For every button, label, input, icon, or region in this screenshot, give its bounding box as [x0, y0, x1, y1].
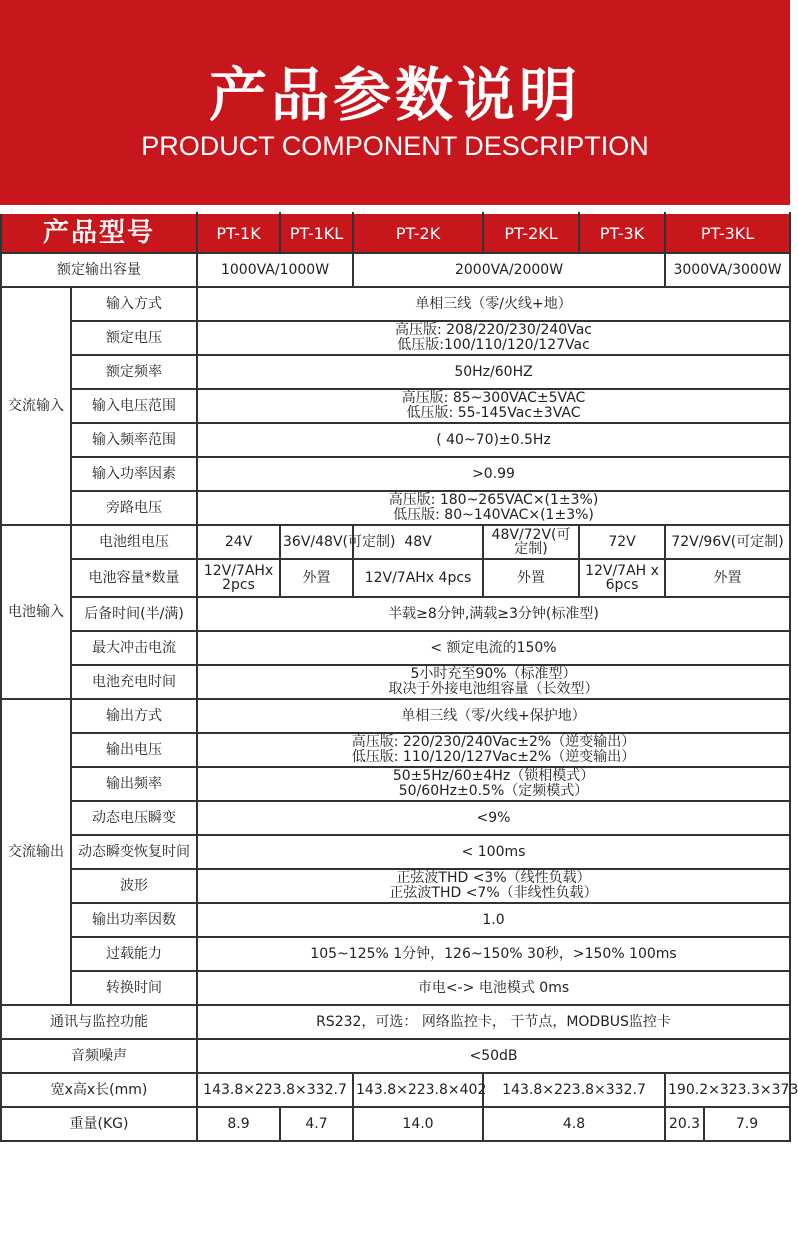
table-row [1, 733, 790, 767]
cell-value: 单相三线（零/火线+保护地） [197, 699, 790, 733]
cell-value: 外置 [665, 559, 790, 597]
row-label: 额定输出容量 [1, 253, 197, 287]
row-label: 额定频率 [71, 355, 197, 389]
model-pt-1kl: PT-1KL [280, 213, 353, 253]
row-label: 转换时间 [71, 971, 197, 1005]
cell-value: 48V/72V(可定制) [483, 525, 579, 559]
row-label: 通讯与监控功能 [1, 1005, 197, 1039]
cell-value: 高压版: 180~265VAC×(1±3%) 低压版: 80~140VAC×(1±3%) [197, 491, 790, 525]
cell-value: 143.8×223.8×402 [353, 1073, 483, 1107]
cell-value: 外置 [280, 559, 353, 597]
row-label: 过载能力 [71, 937, 197, 971]
table-row [1, 971, 790, 1005]
cell-value: 12V/7AHx 4pcs [353, 559, 483, 597]
cell-value: 半载≥8分钟,满载≥3分钟(标准型) [197, 597, 790, 631]
cell-value: 高压版: 208/220/230/240Vac 低压版:100/110/120/127Vac [197, 321, 790, 355]
cell-value: 143.8×223.8×332.7 [483, 1073, 665, 1107]
row-label: 电池充电时间 [71, 665, 197, 699]
group-battery-input: 电池输入 [1, 525, 71, 699]
page-subtitle: PRODUCT COMPONENT DESCRIPTION [141, 131, 649, 161]
title-banner [0, 0, 790, 205]
spec-table [0, 212, 798, 1142]
table-row [1, 559, 790, 597]
cell-value: 高压版: 85~300VAC±5VAC 低压版: 55-145Vac±3VAC [197, 389, 790, 423]
table-row [1, 903, 790, 937]
table-row [1, 1073, 790, 1107]
cell-value: 4.8 [483, 1107, 665, 1141]
row-label: 输出功率因数 [71, 903, 197, 937]
model-pt-3kl: PT-3KL [665, 213, 790, 253]
cell-value: 190.2×323.3×373 [665, 1073, 790, 1107]
cell-value: 48V [353, 525, 483, 559]
cell-value: 外置 [483, 559, 579, 597]
cell-value: RS232，可选： 网络监控卡， 干节点，MODBUS监控卡 [197, 1005, 790, 1039]
group-ac-input: 交流输入 [1, 287, 71, 525]
row-label: 旁路电压 [71, 491, 197, 525]
model-pt-2kl: PT-2KL [483, 213, 579, 253]
row-label: 动态瞬变恢复时间 [71, 835, 197, 869]
cell-value: 4.7 [280, 1107, 353, 1141]
cell-value: 12V/7AH x 6pcs [579, 559, 665, 597]
table-row [1, 525, 790, 559]
table-row [1, 699, 790, 733]
table-row [1, 389, 790, 423]
cell-value: 8.9 [197, 1107, 280, 1141]
cell-value: <9% [197, 801, 790, 835]
cell-value: 5小时充至90%（标准型） 取决于外接电池组容量（长效型） [197, 665, 790, 699]
row-label: 后备时间(半/满) [71, 597, 197, 631]
cell-value: 36V/48V(可定制) [280, 525, 353, 559]
table-row [1, 869, 790, 903]
row-label: 宽x高x长(mm) [1, 1073, 197, 1107]
cell-value: 3000VA/3000W [665, 253, 790, 287]
cell-value: 20.3 [665, 1107, 704, 1141]
cell-value: 高压版: 220/230/240Vac±2%（逆变输出） 低压版: 110/120/127Vac±2%（逆变输出） [197, 733, 790, 767]
table-row [1, 631, 790, 665]
model-pt-3k: PT-3K [579, 213, 665, 253]
row-label: 最大冲击电流 [71, 631, 197, 665]
table-row [1, 491, 790, 525]
table-row [1, 767, 790, 801]
table-row [1, 835, 790, 869]
table-row [1, 423, 790, 457]
row-label: 输入功率因素 [71, 457, 197, 491]
row-label: 电池组电压 [71, 525, 197, 559]
cell-value: 143.8×223.8×332.7 [197, 1073, 353, 1107]
table-header-row [1, 213, 790, 253]
cell-value: 50±5Hz/60±4Hz（锁相模式） 50/60Hz±0.5%（定频模式） [197, 767, 790, 801]
row-label: 输入方式 [71, 287, 197, 321]
row-label: 额定电压 [71, 321, 197, 355]
model-pt-1k: PT-1K [197, 213, 280, 253]
row-label: 输入频率范围 [71, 423, 197, 457]
row-label: 波形 [71, 869, 197, 903]
row-label: 电池容量*数量 [71, 559, 197, 597]
table-row [1, 321, 790, 355]
table-row [1, 801, 790, 835]
table-row [1, 287, 790, 321]
cell-value: 14.0 [353, 1107, 483, 1141]
table-row [1, 665, 790, 699]
row-label: 输入电压范围 [71, 389, 197, 423]
cell-value: 单相三线（零/火线+地） [197, 287, 790, 321]
table-row [1, 1107, 790, 1141]
row-label: 输出频率 [71, 767, 197, 801]
cell-value: >0.99 [197, 457, 790, 491]
row-label: 音频噪声 [1, 1039, 197, 1073]
model-label: 产品型号 [1, 213, 197, 253]
table-row [1, 457, 790, 491]
cell-value: 正弦波THD <3%（线性负载） 正弦波THD <7%（非线性负载） [197, 869, 790, 903]
model-pt-2k: PT-2K [353, 213, 483, 253]
row-label: 重量(KG) [1, 1107, 197, 1141]
cell-value: <50dB [197, 1039, 790, 1073]
cell-value: < 100ms [197, 835, 790, 869]
row-label: 输出方式 [71, 699, 197, 733]
page-title: 产品参数说明 [208, 61, 581, 129]
cell-value: < 额定电流的150% [197, 631, 790, 665]
cell-value: 105~125% 1分钟，126~150% 30秒，>150% 100ms [197, 937, 790, 971]
cell-value: 市电<-> 电池模式 0ms [197, 971, 790, 1005]
cell-value: 1000VA/1000W [197, 253, 353, 287]
cell-value: 72V/96V(可定制) [665, 525, 790, 559]
cell-value: 24V [197, 525, 280, 559]
table-row [1, 597, 790, 631]
cell-value: 7.9 [704, 1107, 790, 1141]
group-ac-output: 交流输出 [1, 699, 71, 1005]
cell-value: 1.0 [197, 903, 790, 937]
table-row [1, 937, 790, 971]
row-label: 输出电压 [71, 733, 197, 767]
cell-value: 2000VA/2000W [353, 253, 665, 287]
cell-value: 50Hz/60HZ [197, 355, 790, 389]
table-row [1, 1005, 790, 1039]
table-row [1, 253, 790, 287]
cell-value: 12V/7AHx 2pcs [197, 559, 280, 597]
table-row [1, 1039, 790, 1073]
table-row [1, 355, 790, 389]
cell-value: 72V [579, 525, 665, 559]
cell-value: ( 40~70)±0.5Hz [197, 423, 790, 457]
row-label: 动态电压瞬变 [71, 801, 197, 835]
